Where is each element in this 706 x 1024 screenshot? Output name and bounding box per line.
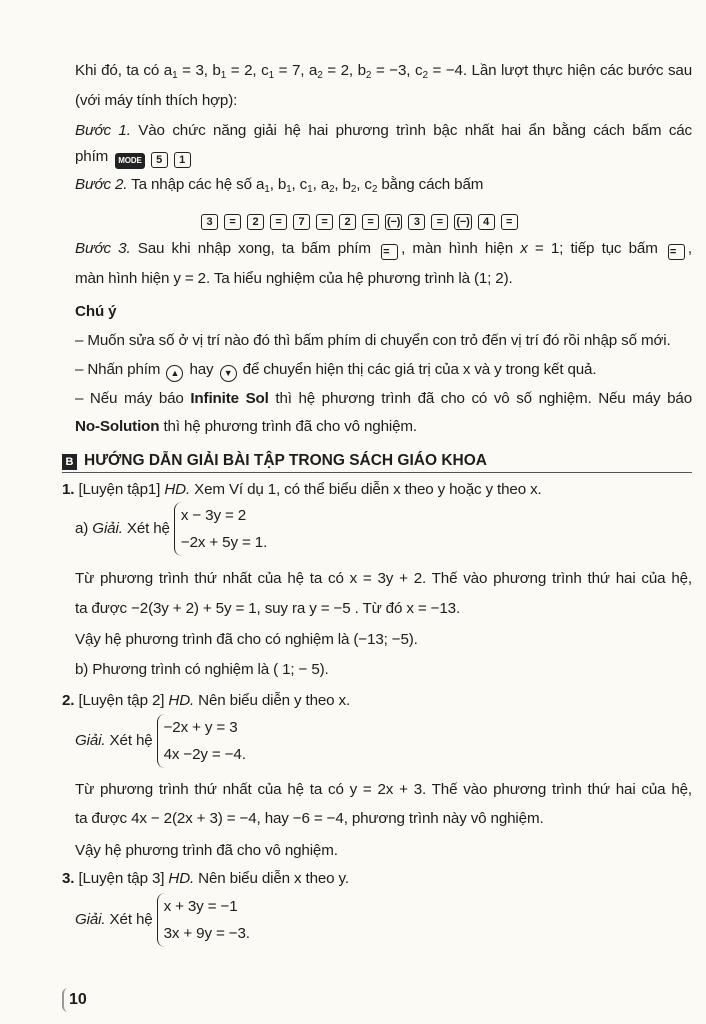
text-segment: , màn hình hiện bbox=[401, 240, 521, 257]
text-line bbox=[75, 148, 194, 169]
text-segment: Xem Ví dụ 1, có thể biểu diễn x theo y hoặc y theo x. bbox=[190, 481, 542, 498]
text-segment: 2 bbox=[365, 70, 372, 81]
text-segment: , b bbox=[269, 176, 287, 193]
text-segment: Nên biểu diễn y theo x. bbox=[194, 692, 351, 709]
equation: 4x −2y = −4. bbox=[163, 746, 246, 763]
text-segment: Bước 1. bbox=[75, 122, 131, 139]
section-divider bbox=[62, 472, 692, 473]
label-prefix: a) bbox=[75, 520, 93, 538]
text-line bbox=[75, 270, 513, 287]
exercise-number: 3. bbox=[62, 870, 79, 887]
text-segment: [Luyện tập 2] bbox=[78, 692, 169, 709]
text-line bbox=[75, 176, 483, 195]
text-segment: No-Solution bbox=[75, 418, 160, 435]
text-line bbox=[75, 661, 329, 678]
label-italic: Giải. bbox=[92, 520, 123, 538]
text-segment: HD. bbox=[168, 692, 195, 709]
calculator-key: 2 bbox=[339, 214, 356, 230]
text-line bbox=[75, 810, 544, 827]
calculator-key: = bbox=[224, 214, 241, 230]
text-line bbox=[62, 481, 542, 498]
text-segment: để chuyển hiện thị các giá trị của x và y trong kết quả. bbox=[238, 361, 597, 378]
text-segment: thì hệ phương trình đã cho có vô số nghiệm. Nếu máy báo bbox=[268, 390, 692, 407]
arrow-up-key-icon: ▲ bbox=[166, 365, 183, 382]
text-segment: x bbox=[520, 240, 528, 257]
text-line bbox=[75, 122, 692, 139]
calculator-key: = bbox=[270, 214, 287, 230]
label-suffix: Xét hệ bbox=[122, 520, 170, 538]
label-suffix: Xét hệ bbox=[105, 911, 153, 929]
text-segment: 2 bbox=[317, 70, 323, 81]
text-line bbox=[62, 692, 350, 709]
text-segment: Vào chức năng giải hệ hai phương trình bậc nhất hai ẩn bằng cách bấm các bbox=[130, 122, 693, 139]
text-segment: , a bbox=[312, 176, 329, 193]
text-line bbox=[75, 390, 692, 407]
text-segment: 1 bbox=[268, 70, 274, 81]
text-segment: [Luyện tập1] bbox=[78, 481, 165, 498]
text-segment: = 2, b bbox=[322, 62, 366, 79]
text-segment: , c bbox=[356, 176, 372, 193]
equation: −2x + 5y = 1. bbox=[180, 534, 268, 551]
mode-key: MODE bbox=[115, 153, 144, 169]
calculator-key: 7 bbox=[293, 214, 310, 230]
text-segment: thì hệ phương trình đã cho vô nghiệm. bbox=[159, 418, 417, 435]
text-line bbox=[62, 870, 349, 887]
calculator-key: = bbox=[668, 244, 685, 260]
calculator-key: 3 bbox=[201, 214, 218, 230]
text-segment: Bước 2. bbox=[75, 176, 128, 193]
section-badge: B bbox=[62, 454, 77, 470]
text-segment: = 3, b bbox=[177, 62, 221, 79]
text-segment: 1 bbox=[172, 70, 178, 81]
text-segment: phím bbox=[75, 148, 113, 165]
calculator-key: (−) bbox=[456, 216, 470, 228]
text-segment: = −4. Lần lượt thực hiện các bước sau bbox=[427, 62, 693, 79]
text-segment: Từ phương trình thứ nhất của hệ ta có y = 2x + 3. Thế vào phương trình thứ hai của hệ, bbox=[75, 781, 692, 798]
equation: 3x + 9y = −3. bbox=[163, 925, 250, 942]
label-suffix: Xét hệ bbox=[105, 732, 153, 750]
exercise-number: 2. bbox=[62, 692, 79, 709]
section-heading bbox=[62, 452, 487, 470]
text-segment: = 7, a bbox=[273, 62, 318, 79]
equation-brace bbox=[157, 714, 246, 768]
text-segment: = 2, c bbox=[226, 62, 269, 79]
text-segment: hay bbox=[185, 361, 218, 378]
text-line bbox=[75, 361, 596, 382]
text-segment: HD. bbox=[168, 870, 195, 887]
calculator-key: = bbox=[316, 214, 333, 230]
text-segment: HD. bbox=[164, 481, 191, 498]
text-line bbox=[75, 240, 692, 260]
text-line bbox=[75, 570, 692, 587]
text-segment: b) Phương trình có nghiệm là ( 1; − 5). bbox=[75, 661, 329, 678]
page-number: 10 bbox=[62, 988, 87, 1012]
text-segment: = 1; tiếp tục bấm bbox=[527, 240, 665, 257]
text-segment: 2 bbox=[329, 184, 335, 195]
equation: x − 3y = 2 bbox=[180, 507, 247, 524]
text-segment: 2 bbox=[422, 70, 428, 81]
text-segment: Chú ý bbox=[75, 303, 117, 320]
text-line bbox=[75, 600, 460, 617]
text-segment: 1 bbox=[307, 184, 313, 195]
text-segment: Bước 3. bbox=[75, 240, 131, 257]
text-segment: 1 bbox=[286, 184, 292, 195]
text-line bbox=[75, 332, 671, 349]
text-segment: Sau khi nhập xong, ta bấm phím bbox=[130, 240, 379, 257]
calculator-key: (−) bbox=[387, 216, 401, 228]
equation-brace bbox=[174, 502, 267, 556]
section-title: HƯỚNG DẪN GIẢI BÀI TẬP TRONG SÁCH GIÁO KHOA bbox=[84, 452, 487, 469]
arrow-down-key-icon: ▼ bbox=[220, 365, 237, 382]
text-segment: ta được −2(3y + 2) + 5y = 1, suy ra y = −5 . Từ đó x = −13. bbox=[75, 600, 461, 617]
text-segment: 2 bbox=[350, 184, 357, 195]
text-segment: Vậy hệ phương trình đã cho có nghiệm là (−13; −5). bbox=[75, 631, 418, 648]
exercise-number: 1. bbox=[62, 481, 79, 498]
calculator-key: 2 bbox=[247, 214, 264, 230]
text-segment: [Luyện tập 3] bbox=[78, 870, 169, 887]
calculator-key: 3 bbox=[408, 214, 425, 230]
text-segment: – Nhấn phím bbox=[75, 361, 165, 378]
text-segment: 2 bbox=[371, 184, 378, 195]
equation: −2x + y = 3 bbox=[163, 719, 238, 736]
text-segment: , c bbox=[291, 176, 308, 193]
equation-brace bbox=[157, 893, 250, 947]
text-segment: , b bbox=[334, 176, 351, 193]
text-segment: Vậy hệ phương trình đã cho vô nghiệm. bbox=[75, 842, 338, 859]
calculator-key: 5 bbox=[151, 152, 168, 168]
label-italic: Giải. bbox=[75, 732, 106, 750]
text-segment: , bbox=[687, 240, 692, 257]
text-line bbox=[75, 631, 418, 648]
text-line bbox=[75, 781, 692, 798]
equation-system bbox=[75, 893, 250, 947]
text-segment: Từ phương trình thứ nhất của hệ ta có x = 3y + 2. Thế vào phương trình thứ hai của hệ, bbox=[75, 570, 692, 587]
text-segment: Khi đó, ta có a bbox=[75, 62, 173, 79]
equation-system bbox=[75, 714, 246, 768]
calculator-key: = bbox=[431, 214, 448, 230]
text-segment: màn hình hiện y = 2. Ta hiểu nghiệm của hệ phương trình là (1; 2). bbox=[75, 270, 513, 287]
text-line bbox=[75, 62, 692, 81]
text-segment: – Muốn sửa số ở vị trí nào đó thì bấm phím di chuyển con trỏ đến vị trí đó rồi nhập số mới. bbox=[75, 332, 671, 349]
text-segment: – Nếu máy báo bbox=[75, 390, 191, 407]
text-line bbox=[75, 418, 417, 435]
calculator-key: = bbox=[381, 244, 398, 260]
text-segment: Infinite Sol bbox=[190, 390, 269, 407]
text-line bbox=[75, 303, 116, 320]
text-segment: = −3, c bbox=[371, 62, 423, 79]
text-segment: ta được 4x − 2(2x + 3) = −4, hay −6 = −4, phương trình này vô nghiệm. bbox=[75, 810, 544, 827]
text-line bbox=[75, 842, 338, 859]
equation-system bbox=[75, 502, 267, 556]
text-segment: 1 bbox=[264, 184, 270, 195]
text-segment: (với máy tính thích hợp): bbox=[75, 92, 238, 109]
label-italic: Giải. bbox=[75, 911, 106, 929]
text-segment: 1 bbox=[220, 70, 227, 81]
calculator-key: 4 bbox=[478, 214, 495, 230]
calculator-key: = bbox=[501, 214, 518, 230]
text-line bbox=[75, 92, 237, 109]
text-line bbox=[198, 210, 521, 230]
text-segment: Ta nhập các hệ số a bbox=[127, 176, 265, 193]
calculator-key: = bbox=[362, 214, 379, 230]
text-segment: bằng cách bấm bbox=[377, 176, 484, 193]
text-segment: Nên biểu diễn x theo y. bbox=[194, 870, 349, 887]
equation: x + 3y = −1 bbox=[163, 898, 238, 915]
calculator-key: 1 bbox=[174, 152, 191, 168]
